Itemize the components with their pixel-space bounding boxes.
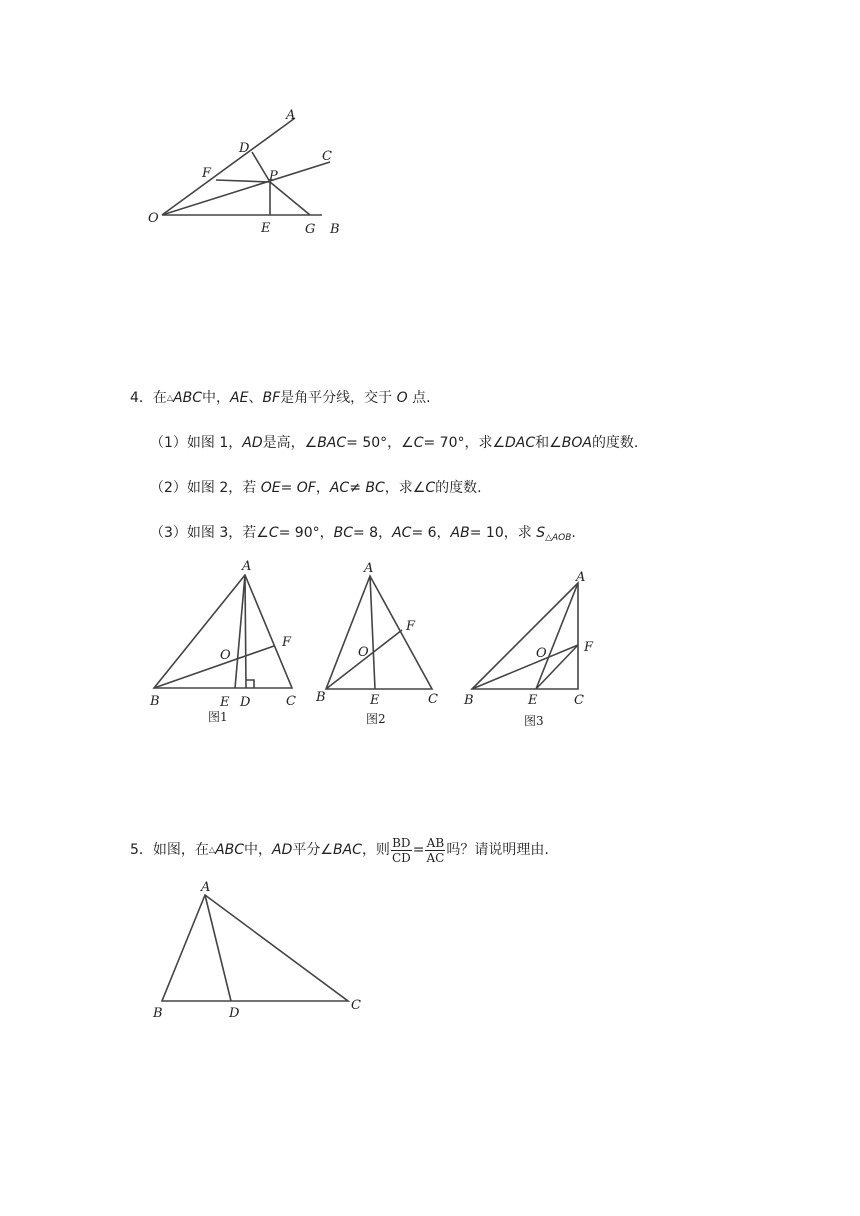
label-C: C — [322, 149, 332, 164]
question-4-part-2: （2）如图 2，若 OE= OF，AC≠ BC，求∠C的度数. — [150, 480, 482, 496]
fig2-label-E: E — [370, 693, 380, 708]
fig2-label-C: C — [428, 692, 438, 707]
q5-label-A: A — [201, 880, 211, 895]
fig1-label-D: D — [240, 695, 251, 710]
q5-label-D: D — [229, 1006, 240, 1021]
fig3-label-E: E — [528, 693, 538, 708]
figure-2 — [312, 558, 462, 738]
label-B: B — [330, 222, 340, 237]
question-4-part-3: （3）如图 3，若∠C= 90°，BC= 8，AC= 6，AB= 10，求 $S_{\triangle AOB}$. — [150, 525, 576, 543]
fig1-caption: 图1 — [208, 710, 228, 724]
figure-3 — [460, 565, 610, 745]
label-O: O — [148, 211, 159, 226]
fig2-label-A: A — [364, 561, 374, 576]
question-4-number: 4． — [130, 390, 153, 406]
fig1-label-E: E — [220, 695, 230, 710]
question-4-part-1: （1）如图 1，AD是高，∠BAC= 50°，∠C= 70°，求∠DAC和∠BOA的度数. — [150, 435, 639, 451]
q5-label-C: C — [351, 998, 361, 1013]
fig2-label-F: F — [406, 619, 416, 634]
fraction-ab-ac: $\frac{AB}{AC}$ — [426, 835, 445, 865]
fig3-label-O: O — [536, 646, 547, 661]
fig3-label-A: A — [576, 570, 586, 585]
label-D: D — [239, 141, 250, 156]
fraction-bd-cd: $\frac{BD}{CD}$ — [391, 835, 411, 865]
fig2-label-O: O — [358, 645, 369, 660]
question-5-stem: 5．如图，在△ABC中，AD平分∠BAC，则 $\frac{BD}{CD}$ = $\frac{AB}{AC}$ 吗？请说明理由. — [130, 835, 549, 865]
label-P: P — [269, 169, 278, 184]
fig1-label-F: F — [282, 635, 292, 650]
label-A: A — [286, 108, 296, 123]
question-5-number: 5． — [130, 842, 153, 858]
fig3-label-F: F — [584, 640, 594, 655]
fig3-label-B: B — [464, 693, 474, 708]
fig1-label-A: A — [242, 559, 252, 574]
fig1-label-C: C — [286, 694, 296, 709]
fig1-label-B: B — [150, 694, 160, 709]
fig1-label-O: O — [220, 648, 231, 663]
label-E: E — [261, 221, 271, 236]
fig3-label-C: C — [574, 693, 584, 708]
figure-1 — [140, 555, 310, 735]
fig2-label-B: B — [316, 690, 326, 705]
label-F: F — [202, 166, 212, 181]
figure-q5 — [145, 875, 375, 1025]
fig3-caption: 图3 — [524, 714, 544, 728]
fig2-caption: 图2 — [366, 712, 386, 726]
label-G: G — [305, 222, 316, 237]
angle-bisector-figure — [140, 100, 370, 250]
question-4-stem: 4．在△ABC中，AE、BF是角平分线，交于 O 点. — [130, 390, 431, 406]
q5-label-B: B — [153, 1006, 163, 1021]
